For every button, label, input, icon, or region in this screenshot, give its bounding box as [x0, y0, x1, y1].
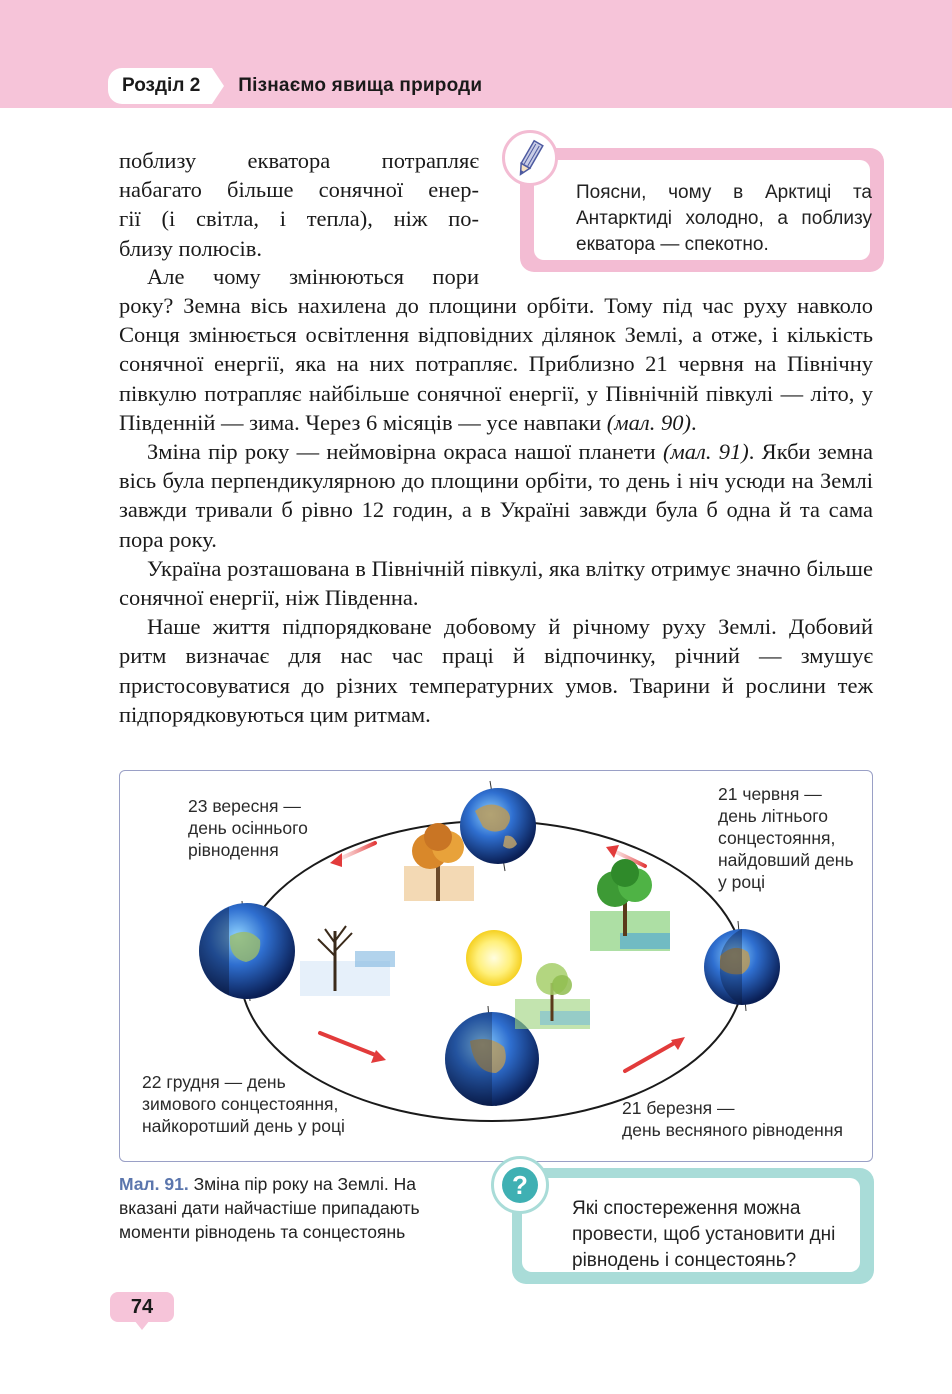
- pencil-icon: [502, 130, 558, 186]
- figure-reference: (мал. 91): [662, 439, 749, 465]
- text-line: набагато більше сонячної енер-: [119, 177, 479, 203]
- text-line: близу полюсів.: [119, 235, 262, 261]
- label-line: сонцестояння,: [718, 828, 836, 848]
- paragraph-seasons-start: [119, 262, 479, 291]
- chapter-breadcrumb: [108, 68, 482, 104]
- question-box: [512, 1168, 874, 1284]
- earth-left: [199, 901, 295, 1001]
- text-line: поблизу екватора потрапляє: [119, 148, 479, 173]
- paragraph-text: .: [690, 409, 697, 435]
- label-line: у році: [718, 872, 765, 892]
- label-line: найдовший день: [718, 850, 854, 870]
- chapter-tag: Розділ 2: [108, 68, 212, 104]
- note-box: [520, 148, 884, 272]
- label-line: зимового сонцестояння,: [142, 1094, 339, 1114]
- chapter-arrow: [212, 68, 224, 104]
- note-inner: [534, 160, 870, 260]
- earth-right: [704, 921, 780, 1011]
- text-line: гії (і світла, і тепла), ніж по-: [119, 206, 479, 232]
- label-summer-solstice: [718, 783, 854, 893]
- sun: [466, 930, 522, 986]
- figure-reference: (мал. 90): [606, 409, 691, 435]
- orbit-arrow: [625, 1037, 685, 1071]
- paragraph-text: . Якби земна вісь була перпендикулярною до площини орбіти, то день і ніч усюди на Землі завжди тривали б рівно 12 годин, а в Україні завжди була б одна й та сама пора року.: [119, 439, 873, 552]
- earth-top: [460, 781, 536, 871]
- paragraph-ukraine: Україна розташована в Північній півкулі, яка влітку отримує значно більше сонячної енергії, ніж Південна.: [119, 555, 873, 611]
- label-line: 21 червня —: [718, 784, 822, 804]
- paragraph-beauty: [119, 437, 873, 554]
- label-line: день осіннього: [188, 818, 308, 838]
- label-line: день весняного рівнодення: [622, 1120, 843, 1140]
- label-line: 23 вересня —: [188, 796, 301, 816]
- label-autumn-equinox: [188, 795, 308, 861]
- paragraph-text: Зміна пір року — неймовірна окраса нашої планети: [147, 439, 663, 465]
- caption-label: Мал. 91.: [119, 1174, 189, 1194]
- label-line: найкоротший день у році: [142, 1116, 345, 1136]
- summer-tree: [590, 859, 670, 951]
- question-icon: [491, 1156, 549, 1214]
- question-text: Які спостереження можна провести, щоб установити дні рівнодень і сонцестоянь?: [572, 1198, 836, 1271]
- label-winter-solstice: [142, 1071, 345, 1137]
- winter-tree: [300, 926, 395, 996]
- orbit-arrow: [320, 1033, 386, 1063]
- question-mark: ?: [502, 1167, 538, 1203]
- question-inner: [522, 1178, 860, 1272]
- paragraph-rhythms: Наше життя підпорядковане добовому й річному руху Землі. Добовий ритм визначає для нас час праці й відпочинку, річний — змушує пристосовуватися до різних температурних умов. Тварини й рослини теж підпорядковуються цим ритмам.: [119, 614, 873, 727]
- label-line: день літнього: [718, 806, 828, 826]
- caption-text: Зміна пір року на Землі. На вказані дати найчастіше припадають моменти рівнодень та сонцестоянь: [119, 1174, 420, 1242]
- label-line: рівнодення: [188, 840, 279, 860]
- label-line: 22 грудня — день: [142, 1072, 286, 1092]
- paragraph-continuation: [119, 146, 479, 263]
- paragraph-seasons: [119, 291, 873, 437]
- spring-tree: [515, 963, 590, 1029]
- label-spring-equinox: [622, 1097, 843, 1141]
- text-line: Але чому змінюються пори: [147, 264, 479, 289]
- main-text: [119, 291, 873, 729]
- note-text: Поясни, чому в Арктиці та Антарктиді холодно, а поблизу екватора — спекотно.: [576, 182, 872, 255]
- page-number-tail: [134, 1320, 150, 1330]
- page-number: 74: [110, 1292, 174, 1322]
- chapter-title: Пізнаємо явища природи: [238, 75, 483, 96]
- label-line: 21 березня —: [622, 1098, 735, 1118]
- paragraph-text: року? Земна вісь нахилена до площини орбіти. Тому під час руху навколо Сонця змінюється освітлення відповідних ділянок Землі, а отже, і кількість сонячної енергії, яка на них потрапляє. Приблизно 21 червня на Північну півкулю потрапляє найбільше сонячної енергії, у Північній півкулі — літо, у Південній — зима. Через 6 місяців — усе навпаки: [119, 293, 873, 435]
- figure-seasons: [119, 770, 873, 1162]
- figure-caption: [119, 1172, 459, 1244]
